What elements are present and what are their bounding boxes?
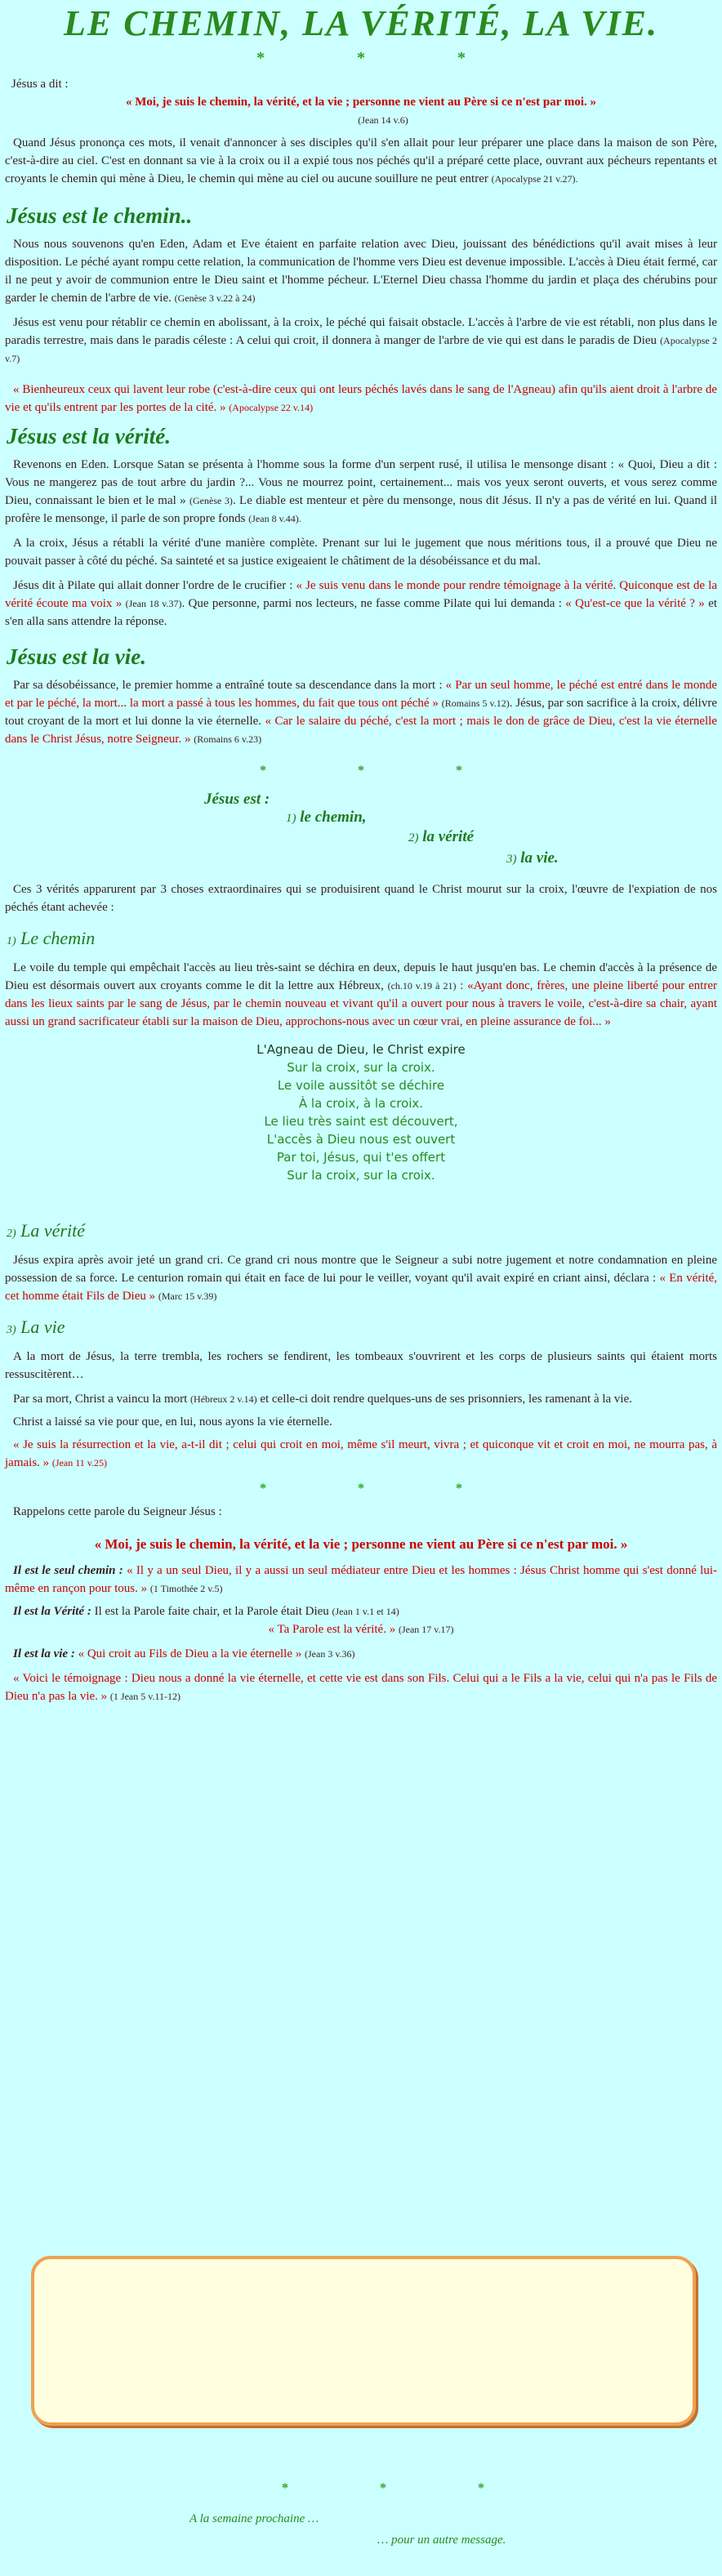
heading-vie: Jésus est la vie.	[7, 644, 146, 669]
poem-line: L'Agneau de Dieu, le Christ expire	[256, 1042, 466, 1057]
c3-p2: Par sa mort, Christ a vaincu la mort (Hébreux 2 v.14) et celle-ci doit rendre quelques-uns de ses prisonniers, les ramenant à la vie.	[13, 1393, 632, 1406]
poem-line: Le voile aussitôt se déchire	[277, 1078, 445, 1093]
c3-p3: Christ a laissé sa vie pour que, en lui, nous ayons la vie éternelle.	[13, 1415, 332, 1428]
poem-line: L'accès à Dieu nous est ouvert	[266, 1132, 456, 1147]
c3-p4: « Je suis la résurrection et la vie, a-t-il dit ; celui qui croit en moi, même s'il meurt, vivra ; et quiconque vit et croit en moi, ne mourra pas, à jamais. » (Jean 11 v.25)	[5, 1438, 717, 1469]
triad-intro: Ces 3 vérités apparurent par 3 choses extraordinaires qui se produisirent quand le Christ mourut sur la croix, l'œuvre de l'expiation de nos péchés étant achevée :	[5, 883, 717, 914]
closing-l3: Il est la vie : « Qui croit au Fils de Dieu a la vie éternelle » (Jean 3 v.36)	[13, 1647, 355, 1660]
closing-l4: « Voici le témoignage : Dieu nous a donné la vie éternelle, et cette vie est dans son Fils. Celui qui a le Fils a la vie, celui qui n'a pas le Fils de Dieu n'a pas la vie. » (1 Jean 5 v.11-12)	[5, 1672, 717, 1703]
c3-p1: A la mort de Jésus, la terre trembla, les rochers se fendirent, les tombeaux s'ouvrirent et les corps de plusieurs saints qui étaient morts ressuscitèrent…	[5, 1350, 717, 1381]
vie-p1: Par sa désobéissance, le premier homme a entraîné toute sa descendance dans la mort : « Par un seul homme, le péché est entré dans le monde et par le péché, la mort... la mort a passé à tous les hommes, du fait que tous ont péché » (Romains 5 v.12). Jésus, par son sacrifice à la croix, délivre tout croyant de la mort et lui donne la vie éternelle. « Car le salaire du péché, c'est la mort ; mais le don de grâce de Dieu, c'est la vie éternelle dans le Christ Jésus, notre Seigneur. » (Romains 6 v.23)	[5, 679, 718, 746]
poem-line: À la croix, à la croix.	[298, 1096, 424, 1111]
intro-lead: Jésus a dit :	[11, 78, 69, 91]
triad-item-1: 1) le chemin,	[286, 809, 367, 826]
verite-p3: Jésus dit à Pilate qui allait donner l'ordre de le crucifier : « Je suis venu dans le monde pour rendre témoignage à la vérité. Quiconque est de la vérité écoute ma voix » (Jean 18 v.37). Que personne, parmi nos lecteurs, ne fasse comme Pilate qui lui demanda : « Qu'est-ce que la vérité ? » et s'en alla sans attendre la réponse.	[5, 579, 718, 628]
heading-c2: 2) La vérité	[7, 1220, 85, 1241]
chemin-p2: Jésus est venu pour rétablir ce chemin en abolissant, à la croix, le péché qui faisait obstacle. L'accès à l'arbre de vie est rétabli, non plus dans le paradis terrestre, mais dans le paradis céleste : A celui qui croit, il donnera à manger de l'arbre de vie qui est dans le paradis de Dieu (Apocalypse 2 v.7)	[5, 316, 717, 364]
closing-l2b: « Ta Parole est la vérité. » (Jean 17 v.17)	[268, 1623, 454, 1636]
star-separator: * * *	[260, 1482, 506, 1495]
empty-frame	[31, 2256, 696, 2426]
triad-item-3: 3) la vie.	[506, 849, 559, 867]
verite-p2: A la croix, Jésus a rétabli la vérité d'une manière complète. Prenant sur lui le jugement que nous méritions tous, il a prouvé que Dieu ne pouvait passer à côté du péché. Sa sainteté et sa justice exigeaient le châtiment de la désobéissance et du mal.	[5, 537, 717, 568]
poem-line: Sur la croix, sur la croix.	[287, 1168, 435, 1183]
verite-p1: Revenons en Eden. Lorsque Satan se présenta à l'homme sous la forme d'un serpent rusé, il utilisa le mensonge disant : « Quoi, Dieu a dit : Vous ne mangerez pas de tout arbre du jardin ?... Vous ne mourrez point, certainement... mais vos yeux seront ouverts, et vous serez comme Dieu, connaissant le bien et le mal » (Genèse 3). Le diable est menteur et père du mensonge, nous dit Jésus. Il n'y a pas de vérité en lui. Quand il profère le mensonge, il parle de son propre fonds (Jean 8 v.44).	[5, 458, 718, 525]
footer-line-1: A la semaine prochaine …	[189, 2512, 319, 2525]
closing-lead: Rappelons cette parole du Seigneur Jésus :	[13, 1505, 222, 1518]
chemin-p3: « Bienheureux ceux qui lavent leur robe (c'est-à-dire ceux qui ont leurs péchés lavés dans le sang de l'Agneau) afin qu'ils aient droit à l'arbre de vie et qu'ils entrent par les portes de la cité. » (Apocalypse 22 v.14)	[5, 383, 717, 414]
poem-line: Par toi, Jésus, qui t'es offert	[276, 1150, 446, 1165]
triad-item-2: 2) la vérité	[408, 828, 475, 845]
page-title: LE CHEMIN, LA VÉRITÉ, LA VIE.	[64, 3, 658, 43]
star-separator: * * *	[282, 2481, 528, 2495]
star-separator: * * *	[260, 764, 506, 778]
intro-paragraph: Quand Jésus prononça ces mots, il venait d'annoncer à ses disciples qu'il s'en allait pour leur préparer une place dans la maison de son Père, c'est-à-dire au ciel. C'est en donnant sa vie à la croix ou il a expié tous nos péchés qu'il a préparé cette place, ouvrant aux pécheurs repentants et croyants le chemin qui mène à Dieu, le chemin qui mène au ciel ou aucune souillure ne peut entrer (Apocalypse 21 v.27).	[5, 136, 717, 185]
c1-p1: Le voile du temple qui empêchait l'accès au lieu très-saint se déchira en deux, depuis le haut jusqu'en bas. Le chemin d'accès à la présence de Dieu est désormais ouvert aux croyants comme le dit la lettre aux Hébreux, (ch.10 v.19 à 21) : «Ayant donc, frères, une pleine liberté pour entrer dans les lieux saints par le sang de Jésus, par le chemin nouveau et vivant qu'il a ouvert pour nous à travers le voile, c'est-à-dire sa chair, ayant aussi un grand sacrificateur établi sur la maison de Dieu, approchons-nous avec un cœur vrai, en pleine assurance de foi... »	[5, 961, 718, 1028]
closing-l1: Il est le seul chemin : « Il y a un seul Dieu, il y a aussi un seul médiateur entre Dieu et les hommes : Jésus Christ homme qui s'est donné lui-même en rançon pour tous. » (1 Timothée 2 v.5)	[5, 1564, 718, 1595]
heading-c3: 3) La vie	[7, 1317, 65, 1337]
intro-quote: « Moi, je suis le chemin, la vérité, et la vie ; personne ne vient au Père si ce n'est par moi. »	[125, 96, 596, 109]
closing-l2: Il est la Vérité : Il est la Parole faite chair, et la Parole était Dieu (Jean 1 v.1 et 14)	[13, 1605, 399, 1618]
intro-ref: (Jean 14 v.6)	[358, 114, 408, 126]
closing-quote: « Moi, je suis le chemin, la vérité, et la vie ; personne ne vient au Père si ce n'est par moi. »	[94, 1536, 628, 1552]
chemin-p1: Nous nous souvenons qu'en Eden, Adam et Eve étaient en parfaite relation avec Dieu, jouissant des bénédictions qu'il avait mises à leur disposition. Le péché ayant rompu cette relation, la communication de l'homme vers Dieu est devenue impossible. L'accès à Dieu était fermé, car il ne peut y avoir de communion entre le Dieu saint et l'homme pécheur. L'Eternel Dieu chassa l'homme du jardin et plaça des chérubins pour garder le chemin de l'arbre de vie. (Genèse 3 v.22 à 24)	[5, 238, 717, 305]
poem-line: Le lieu très saint est découvert,	[264, 1114, 458, 1129]
triad-lead: Jésus est :	[204, 791, 270, 808]
poem	[0, 1041, 722, 1184]
c2-p1: Jésus expira après avoir jeté un grand cri. Ce grand cri nous montre que le Seigneur a subi notre jugement et notre condamnation en pleine possession de sa force. Le centurion romain qui était en face de lui pour le veiller, voyant qu'il avait expiré en criant ainsi, déclara : « En vérité, cet homme était Fils de Dieu » (Marc 15 v.39)	[5, 1254, 718, 1303]
triad	[0, 786, 722, 877]
heading-c1: 1) Le chemin	[7, 928, 96, 948]
heading-chemin: Jésus est le chemin..	[7, 203, 193, 228]
heading-verite: Jésus est la vérité.	[7, 424, 171, 448]
footer-line-2: … pour un autre message.	[377, 2534, 506, 2547]
star-separator: * * *	[256, 49, 510, 67]
poem-line: Sur la croix, sur la croix.	[287, 1060, 435, 1075]
